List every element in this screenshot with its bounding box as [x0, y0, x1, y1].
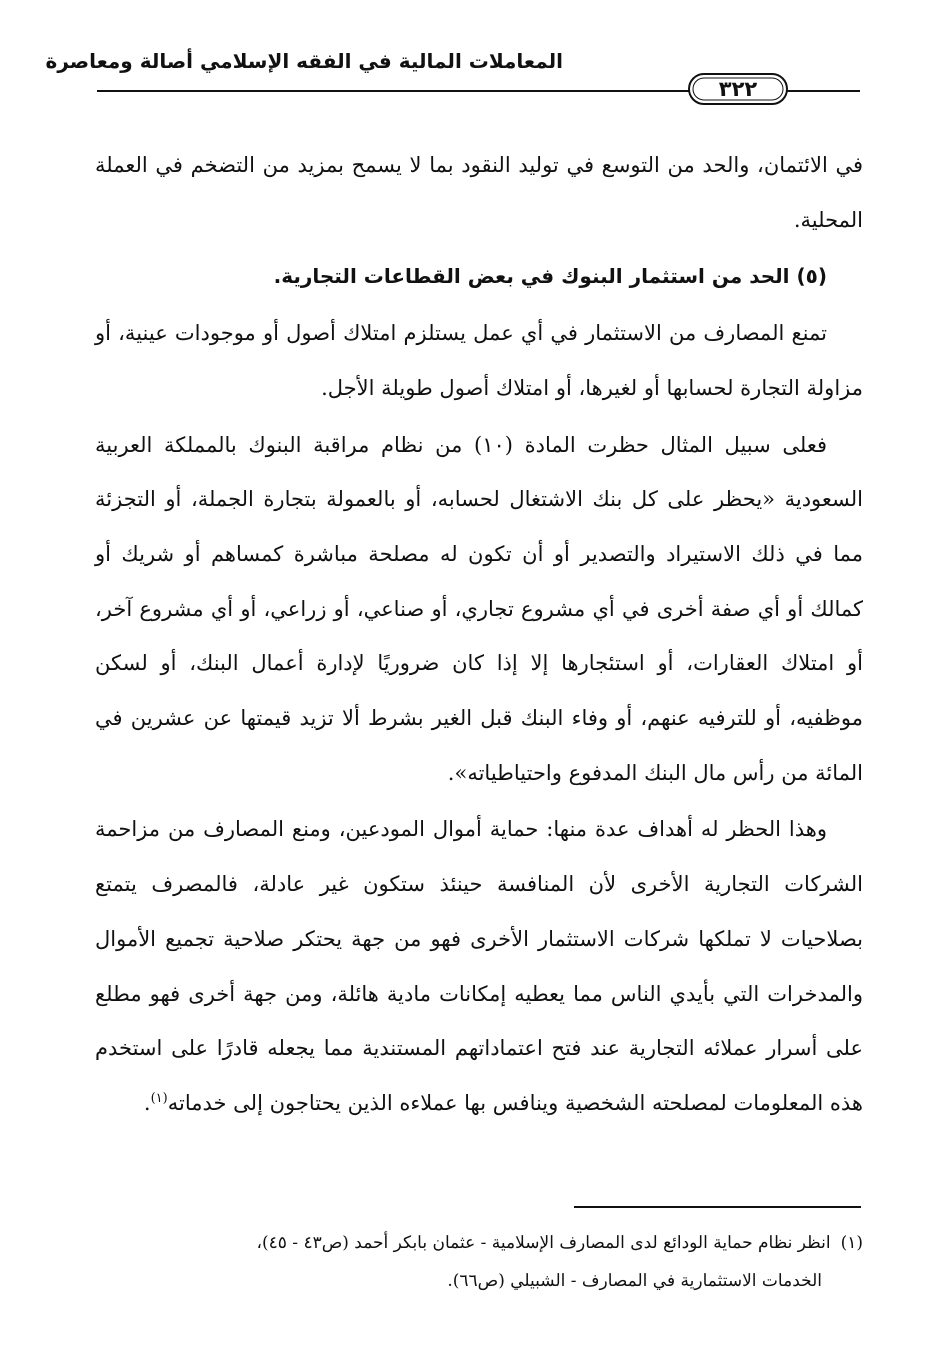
running-title: المعاملات المالية في الفقه الإسلامي أصالة ومعاصرة: [45, 49, 563, 73]
paragraph-saudi-example: فعلى سبيل المثال حظرت المادة (١٠) من نظام مراقبة البنوك بالمملكة العربية السعودية «يحظر على كل بنك الاشتغال لحسابه، أو بالعمولة بتجارة الجملة، أو التجزئة مما في ذلك الاستيراد والتصدير أو أن تكون له مصلحة مباشرة كمساهم أو شريك أو كمالك أو أي صفة أخرى في أي مشروع تجاري، أو صناعي، أو زراعي، أو أي مشروع آخر، أو امتلاك العقارات، أو استئجارها إلا إذا كان ضروريًا لإدارة أعمال البنك، أو لسكن موظفيه، أو للترفيه عنهم، أو وفاء البنك قبل الغير بشرط ألا تزيد قيمتها عن عشرين في المائة من رأس مال البنك المدفوع واحتياطياته».: [95, 432, 863, 785]
main-text: [95, 138, 863, 1131]
paragraph-restriction: تمنع المصارف من الاستثمار في أي عمل يستلزم امتلاك أصول أو موجودات عينية، أو مزاولة التجارة لحسابها أو لغيرها، أو امتلاك أصول طويلة الأجل.: [95, 321, 863, 400]
footnote-1-mark: (١): [840, 1233, 863, 1253]
footnotes: [95, 1224, 863, 1300]
footnote-1-text: انظر نظام حماية الودائع لدى المصارف الإسلامية - عثمان بابكر أحمد (ص٤٣ - ٤٥)،: [256, 1233, 831, 1253]
footnote-rule: [574, 1206, 861, 1208]
paragraph-end-mark: .: [143, 1090, 151, 1115]
footnote-reference-1[interactable]: (١): [150, 1090, 168, 1106]
page-number-frame: [688, 71, 788, 107]
paragraph-prohibition-goals: [95, 802, 863, 1130]
footnote-1-line-1: [95, 1224, 863, 1262]
footnote-1-line-2: الخدمات الاستثمارية في المصارف - الشبيلي (ص٦٦).: [447, 1271, 822, 1291]
section-heading-5: (٥) الحد من استثمار البنوك في بعض القطاعات التجارية.: [273, 264, 827, 289]
paragraph-prohibition-goals-text: وهذا الحظر له أهداف عدة منها: حماية أموال المودعين، ومنع المصارف من مزاحمة الشركات التجارية الأخرى لأن المنافسة حينئذ ستكون غير عادلة، فالمصرف يتمتع بصلاحيات لا تملكها شركات الاستثمار الأخرى فهو من جهة يحتكر صلاحية تجميع الأموال والمدخرات التي بأيدي الناس مما يعطيه إمكانات مادية هائلة، ومن جهة أخرى فهو مطلع على أسرار عملائه التجارية عند فتح اعتماداتهم المستندية مما يجعله قادرًا على استخدم هذه المعلومات لمصلحته الشخصية وينافس بها عملاءه الذين يحتاجون إلى خدماته: [95, 817, 863, 1115]
page-number: ٣٢٢: [718, 77, 758, 101]
paragraph-continuation: في الائتمان، والحد من التوسع في توليد النقود بما لا يسمح بمزيد من التضخم في العملة المحلية.: [95, 153, 864, 232]
